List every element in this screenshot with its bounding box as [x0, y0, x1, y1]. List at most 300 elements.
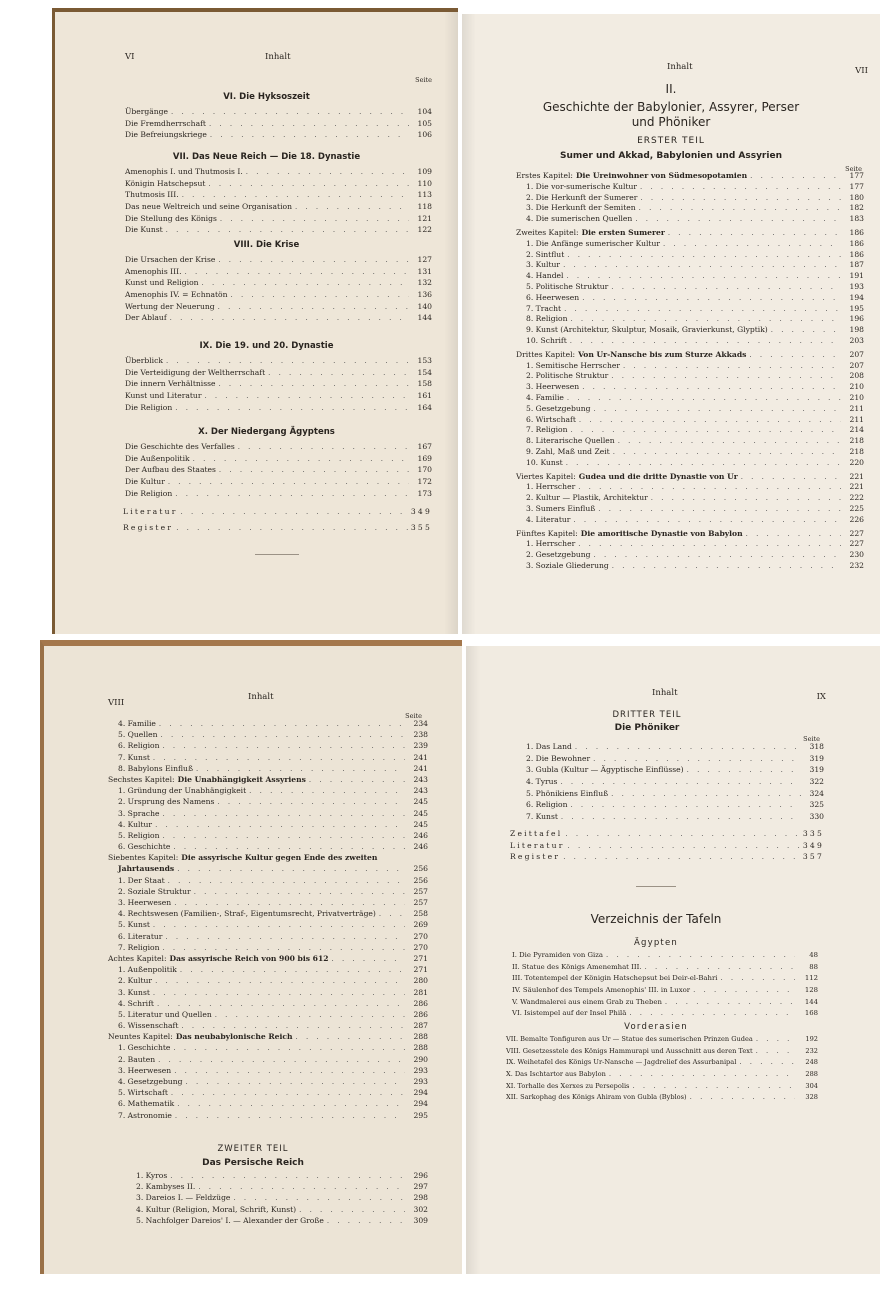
entry-title: VI. Isistempel auf der Insel Philä: [512, 1009, 627, 1018]
page-ref: 136: [417, 290, 432, 300]
chapter-title: Die amoritische Dynastie von Babylon: [580, 528, 743, 538]
leader-dots: [177, 864, 405, 875]
page-ref: 168: [804, 1009, 818, 1018]
page-ref: 355: [410, 523, 432, 532]
leader-dots: [563, 260, 841, 271]
entry-title: 4. Tyrus: [526, 777, 558, 787]
leader-dots: [180, 965, 405, 976]
toc-entry: [108, 729, 428, 740]
toc-entry: [125, 106, 432, 118]
toc-entry: [516, 415, 864, 426]
entry-title: 2. Bauten: [118, 1054, 156, 1064]
section-heading: VII. Das Neue Reich — Die 18. Dynastie: [172, 152, 361, 162]
entry-title: 2. Ursprung des Namens: [118, 797, 215, 807]
page-ref: 238: [413, 730, 428, 740]
teil-entries: [136, 1170, 428, 1226]
entry-title: Die Religion: [125, 488, 173, 498]
entry-title: Die Stellung des Königs: [125, 213, 217, 223]
entry-title: 9. Zahl, Maß und Zeit: [526, 446, 610, 456]
leader-dots: [249, 786, 405, 797]
toc-entry: [526, 764, 824, 776]
entry-title: Das neue Weltreich und seine Organisation: [125, 202, 292, 212]
page-ref: 154: [417, 367, 432, 377]
leader-dots: [163, 809, 405, 820]
page-ref: 290: [413, 1054, 428, 1064]
leader-dots: [170, 1171, 405, 1182]
leader-dots: [168, 477, 409, 489]
entry-title: [516, 171, 747, 182]
entry-title: 2. Kambyses II.: [136, 1182, 196, 1192]
leader-dots: [640, 182, 841, 193]
page-ref: 256: [413, 864, 428, 874]
toc-entry: [516, 529, 864, 540]
page-ref: 286: [413, 998, 428, 1008]
toc-entry: [516, 282, 864, 293]
toc-entry: [108, 908, 428, 919]
page-ref: 296: [413, 1171, 428, 1180]
leader-dots: [756, 1046, 795, 1058]
toc-entry: [516, 314, 864, 325]
entry-title: 5. Quellen: [118, 730, 158, 740]
toc-entry: [136, 1192, 428, 1203]
toc-entry: [108, 785, 428, 796]
toc-entry: [516, 472, 864, 483]
aegypten-heading: Ägypten: [634, 938, 678, 948]
toc-entry: [125, 390, 432, 402]
page-ref: 131: [417, 266, 432, 276]
page-ref: 222: [849, 493, 864, 503]
leader-dots: [563, 852, 800, 864]
toc-entry: [516, 561, 864, 572]
leader-dots: [566, 271, 841, 282]
leader-dots: [561, 812, 801, 824]
page-ref: 281: [413, 987, 428, 997]
page-ref: 187: [849, 260, 864, 270]
toc-body: [526, 741, 824, 823]
entry-title: 3. Kunst: [118, 987, 150, 997]
toc-entry: [136, 1215, 428, 1226]
page-ref: 128: [804, 986, 818, 995]
entry-title: I. Die Pyramiden von Giza: [512, 951, 604, 959]
page-ref: 164: [417, 402, 432, 412]
chapter-label: Fünftes Kapitel:: [516, 528, 578, 538]
leader-dots: [611, 371, 841, 382]
toc-entry: [516, 361, 864, 372]
entry-title: Die Befreiungskriege: [125, 130, 207, 140]
page-ref: 186: [849, 227, 864, 237]
leader-dots: [246, 167, 409, 179]
toc-entry: [512, 1008, 818, 1020]
page-ref: 106: [417, 130, 432, 140]
toc-entry: [506, 1046, 818, 1058]
toc-entry: [108, 987, 428, 998]
entry-title: 8. Babylons Einfluß: [118, 763, 194, 773]
page-ref: 270: [413, 931, 428, 941]
leader-dots: [741, 472, 841, 483]
entry-title: Kunst und Religion: [125, 278, 199, 288]
entry-title: 7. Tracht: [526, 303, 562, 313]
entry-title: 4. Familie: [118, 719, 156, 728]
leader-dots: [564, 304, 841, 315]
leader-dots: [618, 436, 841, 447]
leader-dots: [771, 325, 841, 336]
page-ref: 226: [849, 514, 864, 524]
entry-title: 7. Religion: [118, 942, 160, 952]
entry-title: Der Ablauf: [125, 313, 167, 323]
leader-dots: [176, 520, 408, 536]
leader-dots: [159, 719, 405, 730]
part-title-2: und Phöniker: [631, 115, 711, 129]
entry-title: Jahrtausends: [118, 864, 175, 874]
leader-dots: [379, 909, 405, 920]
entry-title: 3. Sprache: [118, 808, 160, 818]
teil-label: ZWEITER TEIL: [217, 1144, 289, 1154]
page-ref: 167: [417, 442, 432, 451]
leader-dots: [635, 214, 841, 225]
entry-title: 6. Geschichte: [118, 842, 171, 852]
leader-dots: [582, 293, 841, 304]
leader-dots: [690, 1092, 795, 1104]
entry-title: Übergänge: [125, 107, 169, 116]
entry-title: IX. Weihetafel des Königs Ur-Nansche — Jagdrelief des Assurbanipal: [506, 1058, 737, 1067]
page-ref: 246: [413, 842, 428, 852]
entry-title: 2. Die Bewohner: [526, 753, 591, 763]
entry-title: 6. Religion: [118, 741, 160, 751]
entry-title: 3. Sumers Einfluß: [526, 503, 596, 513]
leader-dots: [746, 529, 841, 540]
toc-entry: [125, 453, 432, 465]
entry-title: 1. Herrscher: [526, 539, 576, 549]
toc-entry: [512, 962, 818, 974]
entry-title: X. Das Ischtartor aus Babylon: [506, 1070, 606, 1079]
page-ref: 286: [413, 1009, 428, 1019]
entry-title: 3. Dareios I. — Feldzüge: [136, 1193, 231, 1203]
toc-entry: [516, 271, 864, 282]
page-ref: 140: [417, 301, 432, 311]
leader-dots: [566, 458, 841, 469]
divider-rule: [636, 886, 676, 887]
toc-entry: [125, 178, 432, 190]
leader-dots: [181, 504, 408, 520]
page-ref: 186: [849, 249, 864, 259]
toc-entry: [516, 447, 864, 458]
page-ref: 232: [849, 560, 864, 570]
section-entries: [125, 166, 432, 236]
entry-title: Die Außenpolitik: [125, 453, 190, 463]
page-ref: 211: [849, 414, 864, 424]
entry-title: 1. Kyros: [136, 1171, 168, 1180]
page-ref: 113: [417, 190, 432, 200]
page-ref: 207: [849, 349, 864, 359]
leader-dots: [218, 255, 409, 267]
toc-entry: [516, 482, 864, 493]
leader-dots: [217, 797, 405, 808]
leader-dots: [632, 1081, 795, 1093]
entry-title: XII. Sarkophag des Königs Ahiram von Gubla (Byblos): [506, 1093, 687, 1102]
page-ref: 194: [849, 292, 864, 302]
page-ref: 349: [802, 840, 824, 850]
page-ref: 288: [413, 1043, 428, 1053]
entry-title: 1. Semitische Herrscher: [526, 360, 620, 370]
leader-dots: [173, 1043, 405, 1054]
entry-title: Die Kultur: [125, 477, 165, 487]
page-ref: 243: [413, 786, 428, 796]
leader-dots: [309, 775, 405, 786]
toc-entry: [108, 1110, 428, 1121]
leader-dots: [194, 887, 405, 898]
toc-entry: [125, 129, 432, 141]
toc-entry: [125, 213, 432, 225]
entry-title: Die Verteidigung der Weltherrschaft: [125, 367, 266, 377]
book-page-vii: [462, 14, 880, 634]
leader-dots: [155, 820, 405, 831]
entry-title: 8. Literarische Quellen: [526, 436, 615, 446]
entry-title: 3. Heerwesen: [118, 898, 172, 907]
toc-entry: [512, 950, 818, 962]
seite-label: Seite: [415, 76, 432, 84]
chapter-title: Die Unabhängigkeit Assyriens: [177, 774, 306, 784]
toc-entry: [108, 975, 428, 986]
toc-entry: [516, 260, 864, 271]
chapter-label: Siebentes Kapitel:: [108, 853, 179, 863]
leader-dots: [651, 493, 841, 504]
entry-title: 3. Heerwesen: [526, 382, 580, 392]
page-number: VII: [855, 66, 868, 76]
entry-title: 3. Gubla (Kultur — Ägyptische Einflüsse): [526, 765, 684, 775]
toc-entry: [516, 228, 864, 239]
page-ref: 183: [849, 214, 864, 224]
page-ref: 221: [849, 482, 864, 492]
entry-title: 3. Soziale Gliederung: [526, 560, 609, 570]
toc-entry: [108, 953, 428, 964]
page-ref: 325: [809, 800, 824, 810]
leader-dots: [623, 361, 841, 372]
page-ref: 248: [805, 1058, 818, 1067]
chapter-title: Das assyrische Reich von 900 bis 612: [169, 953, 329, 963]
leader-dots: [186, 1077, 405, 1088]
toc-entry: [108, 919, 428, 930]
page-ref: 295: [413, 1110, 428, 1120]
page-ref: 210: [849, 382, 864, 392]
leader-dots: [174, 1066, 405, 1077]
entry-title: 7. Religion: [526, 425, 568, 435]
toc-entry: [506, 1081, 818, 1093]
page-ref: 324: [809, 788, 824, 798]
leader-dots: [570, 336, 841, 347]
page-ref: 330: [809, 812, 824, 822]
entry-title: Kunst und Literatur: [125, 391, 202, 401]
page-ref: 118: [417, 202, 432, 212]
toc-entry: [125, 355, 432, 367]
entry-title: 6. Literatur: [118, 931, 163, 941]
page-ref: 349: [410, 507, 432, 516]
chapter-label: Sechstes Kapitel:: [108, 774, 175, 784]
page-ref: 297: [413, 1182, 428, 1192]
toc-entry: [516, 350, 864, 361]
chapter-title: Das neubabylonische Reich: [175, 1032, 293, 1042]
page-ref: 121: [417, 213, 432, 223]
leader-dots: [161, 730, 405, 741]
leader-dots: [579, 415, 841, 426]
page-ref: 208: [849, 371, 864, 381]
toc-entry: [125, 301, 432, 313]
toc-entry: [526, 788, 824, 800]
entry-title: 2. Kultur — Plastik, Architektur: [526, 493, 648, 503]
toc-entry: [512, 997, 818, 1009]
section-heading: X. Der Niedergang Ägyptens: [198, 427, 335, 437]
toc-entry: [108, 886, 428, 897]
tafeln-title: Verzeichnis der Tafeln: [590, 912, 722, 926]
entry-title: Amenophis I. und Thutmosis I.: [125, 167, 243, 176]
entry-title: 1. Gründung der Unabhängigkeit: [118, 786, 247, 796]
chapter-label: Drittes Kapitel:: [516, 349, 576, 359]
leader-dots: [218, 379, 409, 391]
entry-title: [108, 1031, 293, 1042]
page-ref: 104: [417, 107, 432, 116]
entry-title: 2. Gesetzgebung: [526, 550, 591, 560]
toc-body: [108, 718, 428, 1121]
entry-title: 4. Familie: [526, 392, 564, 402]
entry-title: 1. Die Anfänge sumerischer Kultur: [526, 238, 660, 248]
leader-dots: [749, 350, 841, 361]
toc-entry: [108, 1009, 428, 1020]
toc-entry: [108, 841, 428, 852]
toc-entry: [108, 763, 428, 774]
page-ref: 48: [809, 951, 818, 959]
entry-title: III. Totentempel der Königin Hatschepsut bei Deir-el-Bahri: [512, 974, 718, 983]
page-ref: 144: [417, 313, 432, 323]
toc-entry: [526, 799, 824, 811]
toc-entry: [506, 1057, 818, 1069]
page-ref: 211: [849, 403, 864, 413]
toc-entry: [125, 277, 432, 289]
page-ref: 243: [413, 774, 428, 784]
leader-dots: [565, 829, 800, 841]
leader-dots: [611, 282, 841, 293]
toc-entry: [512, 973, 818, 985]
toc-entry: [125, 378, 432, 390]
page-ref: 227: [849, 528, 864, 538]
entry-title: 3. Kultur: [526, 260, 561, 270]
leader-dots: [613, 447, 841, 458]
seite-label: Seite: [845, 165, 862, 173]
toc-entry: [516, 425, 864, 436]
page-ref: 288: [413, 1032, 428, 1042]
leader-dots: [693, 985, 795, 997]
chapter-label: Neuntes Kapitel:: [108, 1032, 173, 1042]
page-ref: 245: [413, 819, 428, 829]
page-ref: 270: [413, 942, 428, 952]
entry-title: 4. Kultur: [118, 819, 153, 829]
entry-title: VII. Bemalte Tonfiguren aus Ur — Statue des sumerischen Prinzen Gudea: [506, 1035, 753, 1043]
toc-entry: [125, 464, 432, 476]
leader-dots: [175, 489, 409, 501]
chapter-title: Die Ureinwohner von Südmesopotamien: [575, 171, 748, 180]
section-entries: [125, 355, 432, 413]
toc-entry: [516, 250, 864, 261]
leader-dots: [611, 789, 801, 801]
leader-dots: [155, 976, 405, 987]
entry-title: 6. Wirtschaft: [526, 414, 576, 424]
page-ref: 271: [413, 953, 428, 963]
page-ref: 153: [417, 356, 432, 365]
page-ref: 294: [413, 1099, 428, 1109]
end-rule: [255, 554, 299, 555]
page-ref: 225: [849, 503, 864, 513]
teil-label: DRITTER TEIL: [612, 710, 682, 720]
leader-dots: [668, 228, 841, 239]
leader-dots: [208, 179, 409, 191]
leader-dots: [606, 950, 795, 962]
page-ref: 328: [805, 1093, 818, 1102]
toc-entry: [123, 520, 432, 536]
leader-dots: [568, 841, 800, 853]
leader-dots: [231, 290, 409, 302]
leader-dots: [629, 1008, 795, 1020]
leader-dots: [570, 800, 801, 812]
toc-entry: [108, 998, 428, 1009]
page-ref: 234: [413, 719, 428, 728]
toc-entry: [125, 476, 432, 488]
entry-title: 1. Herrscher: [526, 482, 576, 492]
entry-title: XI. Torhalle des Xerxes zu Persepolis: [506, 1081, 630, 1090]
toc-entry: [516, 515, 864, 526]
entry-title: Register: [510, 852, 561, 862]
leader-dots: [640, 193, 841, 204]
entry-title: 5. Phönikiens Einfluß: [526, 788, 609, 798]
toc-entry: [108, 897, 428, 908]
entry-title: 7. Kunst: [118, 752, 150, 762]
leader-dots: [575, 742, 801, 754]
page-ref: 207: [849, 360, 864, 370]
toc-entry: [516, 539, 864, 550]
entry-title: 5. Gesetzgebung: [526, 403, 591, 413]
page-ref: 280: [413, 976, 428, 986]
toc-entry: [108, 796, 428, 807]
entry-title: Literatur: [510, 840, 565, 850]
page-ref: 127: [417, 255, 432, 264]
leader-dots: [594, 404, 841, 415]
page-ref: 198: [849, 325, 864, 335]
entry-title: 5. Politische Struktur: [526, 281, 609, 291]
toc-entry: [516, 436, 864, 447]
leader-dots: [639, 203, 841, 214]
entry-title: IV. Säulenhof des Tempels Amenophis' III. in Luxor: [512, 986, 691, 995]
page-ref: 221: [849, 471, 864, 481]
entry-title: 2. Kultur: [118, 976, 153, 986]
toc-entry: [108, 863, 428, 874]
entry-title: 5. Wirtschaft: [118, 1088, 168, 1098]
page-ref: 172: [417, 477, 432, 487]
leader-dots: [582, 382, 841, 393]
leader-dots: [609, 1069, 795, 1081]
leader-dots: [166, 225, 409, 237]
entry-title: Der Aufbau des Staates: [125, 465, 216, 475]
page-ref: 177: [849, 181, 864, 191]
leader-dots: [185, 267, 409, 279]
entry-title: 10. Schrift: [526, 335, 567, 345]
leader-dots: [570, 425, 841, 436]
toc-entry: [516, 325, 864, 336]
toc-entry: [108, 752, 428, 763]
toc-entry: [108, 964, 428, 975]
page-ref: 195: [849, 303, 864, 313]
toc-entry: [108, 740, 428, 751]
leader-dots: [332, 954, 405, 965]
entry-title: 7. Astronomie: [118, 1110, 172, 1120]
toc-entry: [516, 504, 864, 515]
toc-entry: [125, 402, 432, 414]
